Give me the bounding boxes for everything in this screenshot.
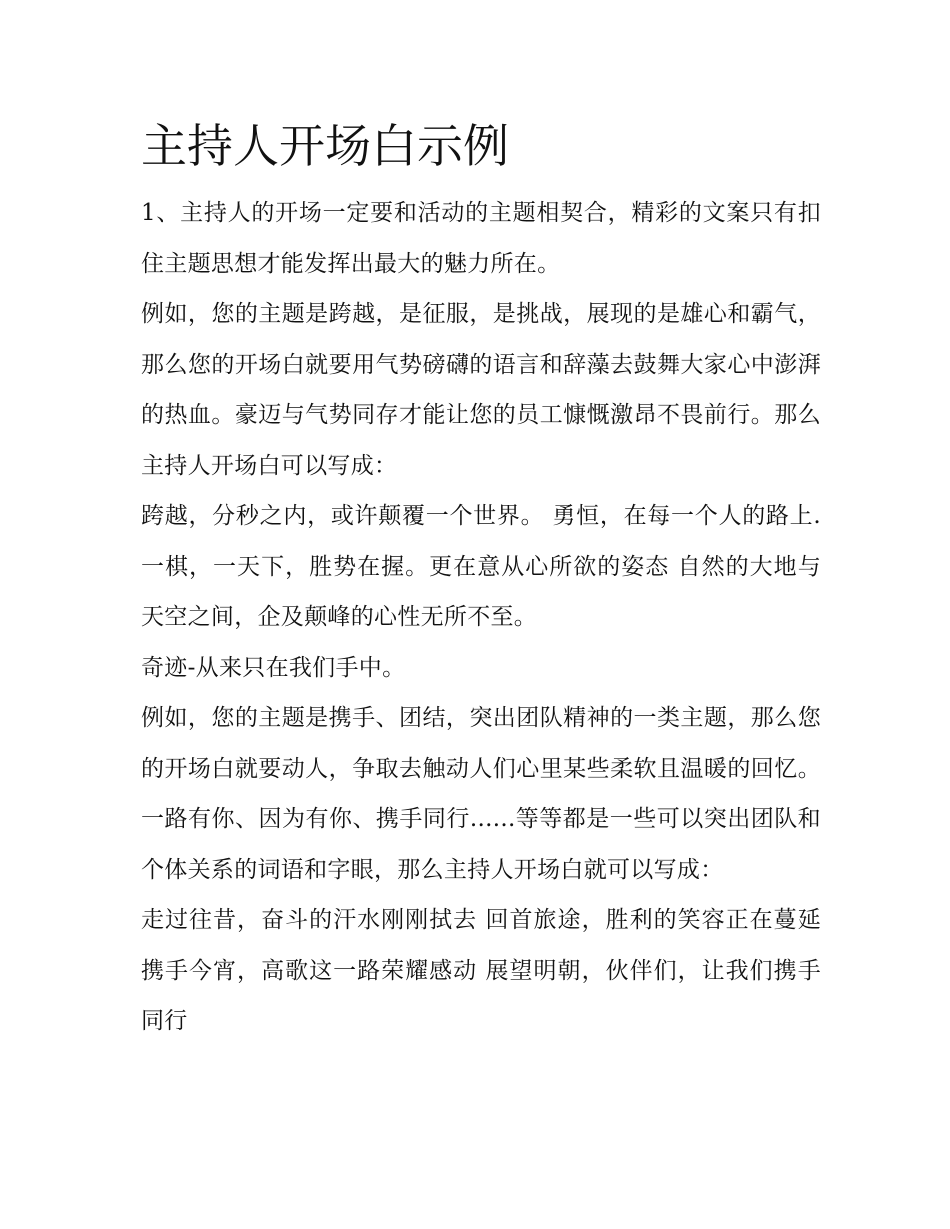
document-title: 主持人开场白示例 (141, 119, 509, 173)
paragraph-miracle-line: 奇迹-从来只在我们手中。 (141, 654, 406, 681)
paragraph-example-teamwork: 例如，您的主题是携手、团结，突出团队精神的一类主题，那么您的开场白就要动人，争取去触动人们心里某些柔软且温暖的回忆。一路有你、因为有你、携手同行......等等都是一些可以突出团队和个体关系的词语和字眼，那么主持人开场白就可以写成： (141, 705, 821, 883)
document-body (141, 110, 821, 1047)
paragraph-intro: 1、主持人的开场一定要和活动的主题相契合，精彩的文案只有扣住主题思想才能发挥出最大的魅力所在。 (141, 200, 821, 277)
paragraph-example-challenge: 例如，您的主题是跨越，是征服，是挑战，展现的是雄心和霸气，那么您的开场白就要用气势磅礴的语言和辞藻去鼓舞大家心中澎湃的热血。豪迈与气势同存才能让您的员工慷慨激昂不畏前行。那么主持人开场白可以写成： (141, 301, 821, 479)
paragraph-sample-speech-2: 走过往昔，奋斗的汗水刚刚拭去 回首旅途，胜利的笑容正在蔓延 携手今宵，高歌这一路荣耀感动 展望明朝，伙伴们，让我们携手同行 (141, 907, 821, 1034)
paragraph-sample-speech-1: 跨越，分秒之内，或许颠覆一个世界。 勇恒，在每一个人的路上. 一棋，一天下，胜势在握。更在意从心所欲的姿态 自然的大地与天空之间，企及颠峰的心性无所不至。 (141, 503, 821, 630)
